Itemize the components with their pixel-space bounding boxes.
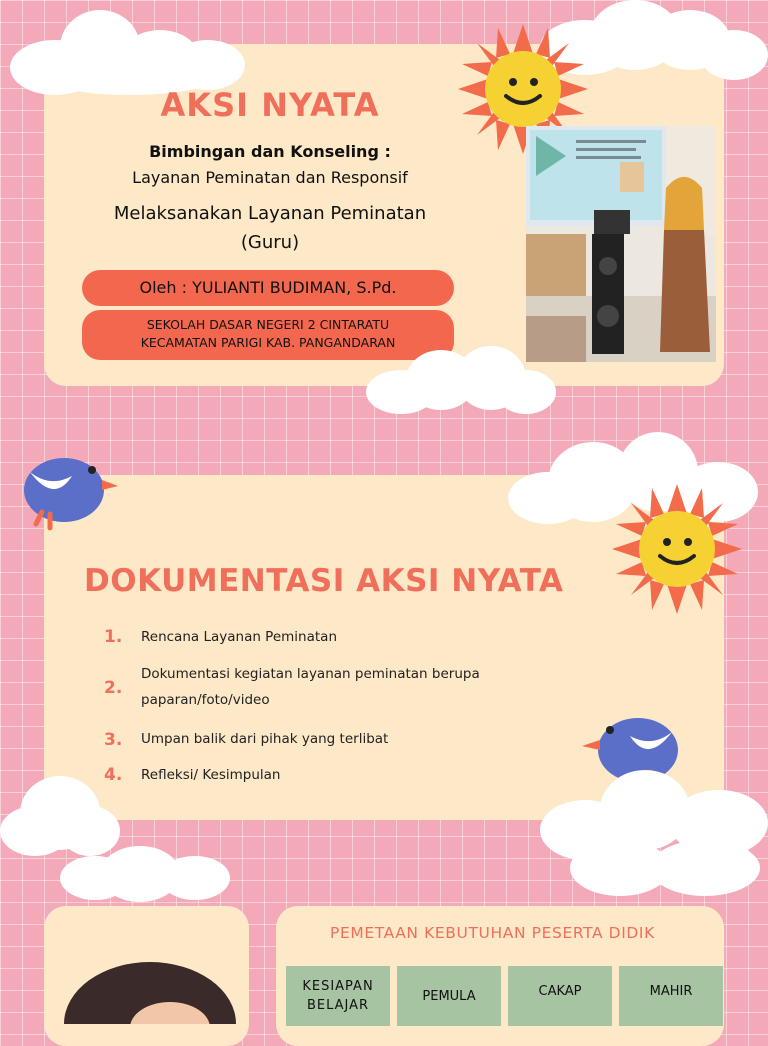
section-title: DOKUMENTASI AKSI NYATA [84,563,564,599]
cloud-icon [0,0,250,100]
cloud-icon [60,846,230,906]
header-cell-label: BELAJAR [306,998,370,1013]
header-cell-label: PEMULA [422,988,476,1004]
header-cell-label: MAHIR [649,983,693,999]
list-item-number: 1. [104,627,123,647]
activity-line: (Guru) [240,232,300,253]
table-header-cell [619,966,723,1026]
mapping-title: PEMETAAN KEBUTUHAN PESERTA DIDIK [330,924,655,942]
subtitle-line: Bimbingan dan Konseling : [149,142,391,161]
subtitle-line: Layanan Peminatan dan Responsif [132,168,408,187]
list-item: paparan/foto/video [141,692,270,708]
list-item-number: 3. [104,730,123,750]
table-header-cell [508,966,612,1026]
cloud-icon [540,770,768,900]
activity-line: Melaksanakan Layanan Peminatan [113,203,427,224]
header-cell-label: KESIAPAN [302,979,374,994]
bird-icon [14,442,124,534]
list-item: Dokumentasi kegiatan layanan peminatan berupa [141,666,480,682]
table-header-cell [397,966,501,1026]
header-cell-label: CAKAP [538,983,582,999]
school-name: SEKOLAH DASAR NEGERI 2 CINTARATU [146,317,390,332]
list-item: Umpan balik dari pihak yang terlibat [141,731,389,747]
list-item: Rencana Layanan Peminatan [141,629,338,645]
list-item-number: 2. [104,678,123,698]
avatar [60,958,240,1024]
list-item: Refleksi/ Kesimpulan [141,767,281,783]
page-title: AKSI NYATA [160,86,380,124]
sun-icon [612,484,742,614]
author-label: Oleh : YULIANTI BUDIMAN, S.Pd. [139,278,397,297]
cloud-icon [366,346,556,422]
activity-photo [526,126,716,362]
school-location: KECAMATAN PARIGI KAB. PANGANDARAN [140,335,396,350]
table-header-cell [286,966,390,1026]
list-item-number: 4. [104,765,123,785]
author-badge [82,270,454,306]
